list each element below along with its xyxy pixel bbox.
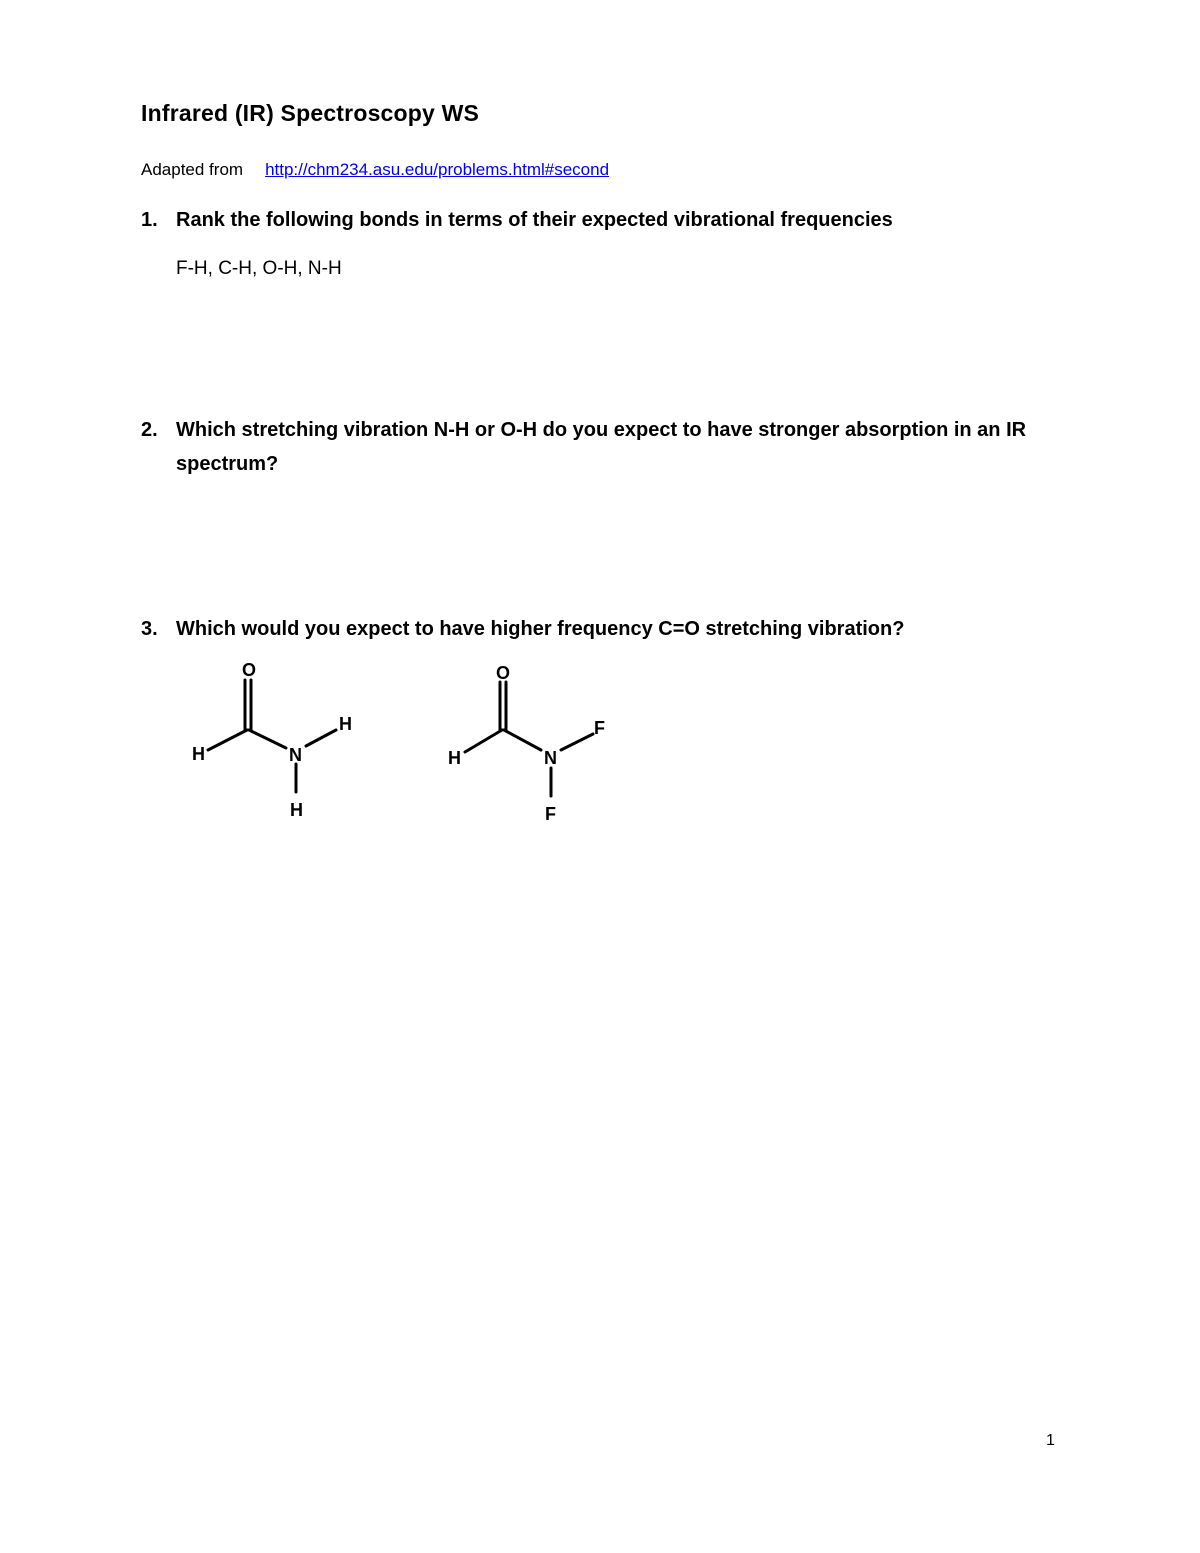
- difluoroformamide-structure: [435, 650, 635, 830]
- nitrogen-label: N: [289, 745, 302, 765]
- page-number: 1: [1046, 1432, 1055, 1449]
- hydrogen-left-label: H: [192, 744, 205, 764]
- question-number: 1.: [141, 209, 158, 231]
- nitrogen-label: N: [544, 748, 557, 768]
- nh-bond-right: [306, 730, 336, 746]
- fluorine-right-label: F: [594, 718, 605, 738]
- cn-bond: [504, 730, 541, 750]
- fluorine-bottom-label: F: [545, 804, 556, 824]
- hydrogen-bottom-label: H: [290, 800, 303, 820]
- question-text: Which would you expect to have higher frequency C=O stretching vibration?: [176, 618, 905, 640]
- source-line: [141, 160, 609, 180]
- hydrogen-left-label: H: [448, 748, 461, 768]
- oxygen-label: O: [496, 663, 511, 683]
- formamide-structure: [180, 650, 380, 830]
- question-text: Which stretching vibration N-H or O-H do you expect to have stronger absorption in an IR spectrum?: [176, 419, 1027, 475]
- cn-bond: [249, 730, 286, 748]
- question-2: [141, 413, 1061, 481]
- adapted-label: Adapted from: [141, 160, 244, 179]
- page-title: Infrared (IR) Spectroscopy WS: [141, 100, 480, 126]
- question-number: 2.: [141, 419, 158, 441]
- question-text: Rank the following bonds in terms of their expected vibrational frequencies: [176, 209, 893, 231]
- ch-bond: [208, 730, 247, 750]
- oxygen-label: O: [242, 660, 257, 680]
- hydrogen-right-label: H: [339, 714, 352, 734]
- source-link[interactable]: http://chm234.asu.edu/problems.html#second: [265, 160, 610, 179]
- bond-list: F-H, C-H, O-H, N-H: [176, 258, 342, 279]
- nf-bond-right: [561, 734, 593, 750]
- question-3: [141, 612, 1061, 646]
- question-1: [141, 203, 1061, 237]
- question-number: 3.: [141, 618, 158, 640]
- ch-bond: [465, 730, 502, 752]
